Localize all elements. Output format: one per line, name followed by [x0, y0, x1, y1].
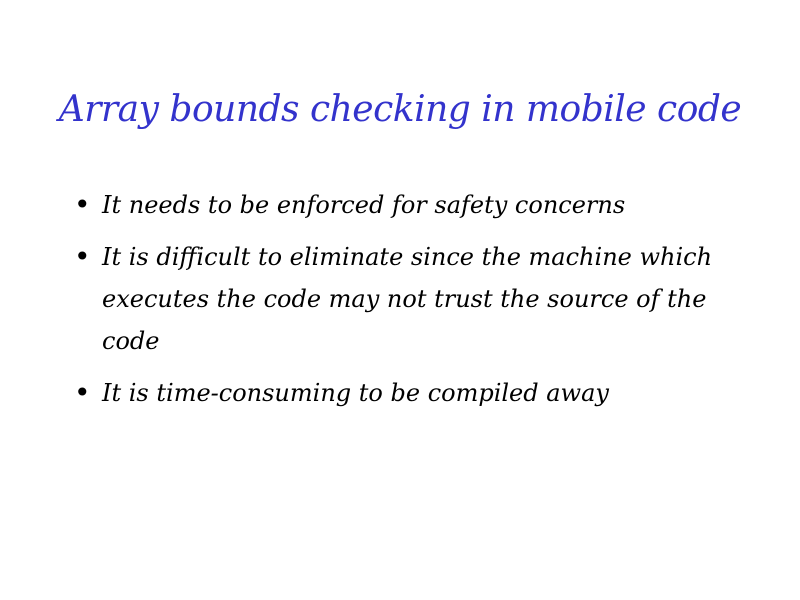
- bullet-icon: •: [74, 376, 91, 409]
- bullet-list: [70, 184, 750, 424]
- bullet-text: It is time-consuming to be compiled away: [102, 379, 609, 407]
- bullet-text: It needs to be enforced for safety concerns: [102, 191, 626, 219]
- bullet-item: [70, 184, 750, 226]
- bullet-icon: •: [74, 188, 91, 221]
- bullet-text: It is difficult to eliminate since the machine which executes the code may not trust the source of the code: [102, 243, 713, 355]
- bullet-item: [70, 372, 750, 414]
- bullet-icon: •: [74, 240, 91, 273]
- slide-title: Array bounds checking in mobile code: [58, 89, 742, 130]
- bullet-item: [70, 236, 750, 362]
